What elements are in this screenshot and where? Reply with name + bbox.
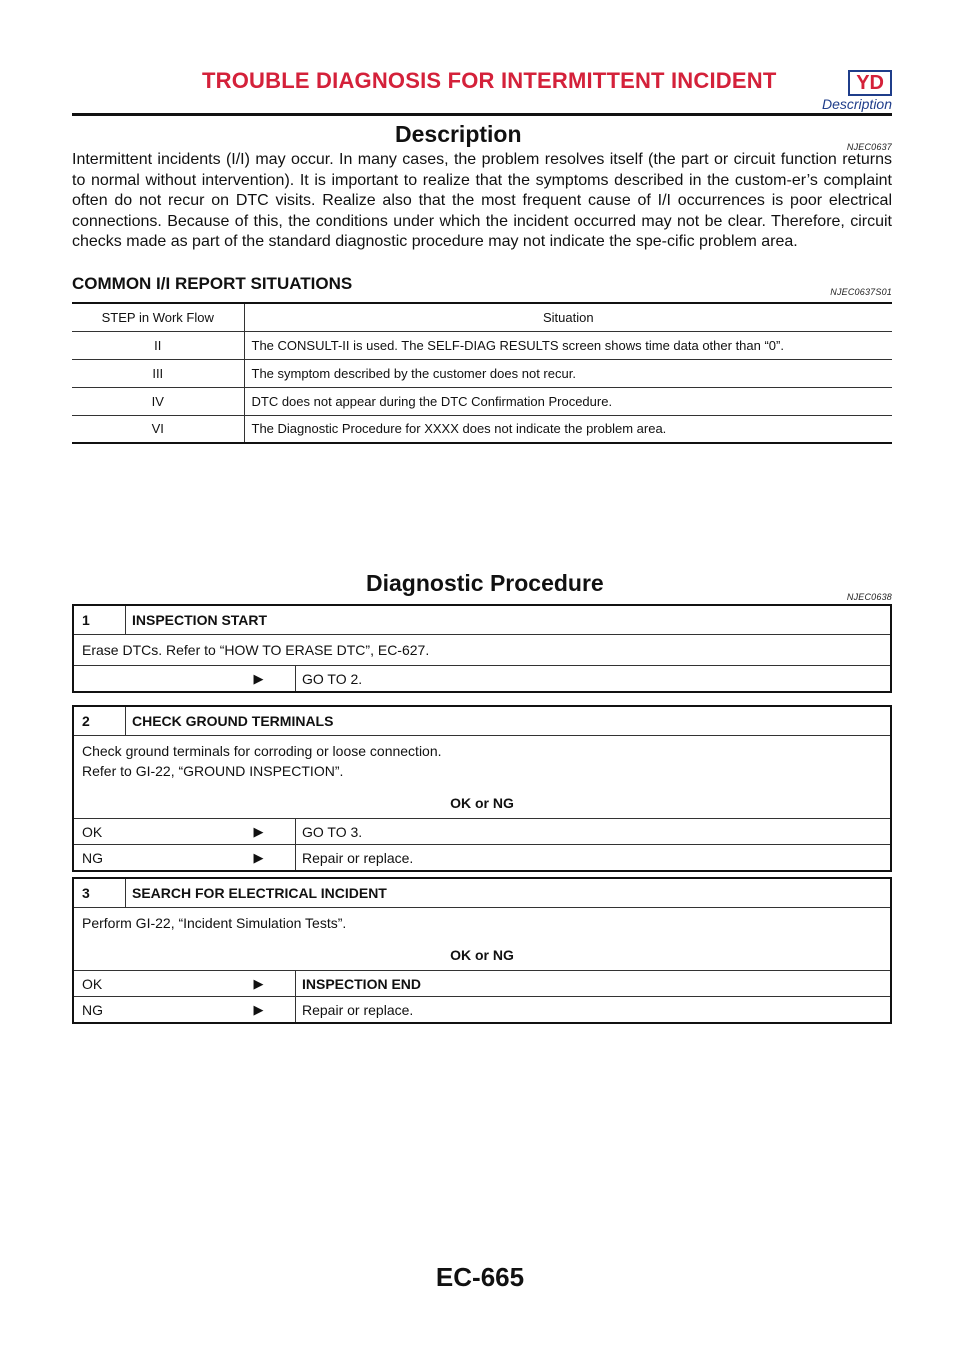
action-text: Repair or replace. xyxy=(302,849,414,866)
step-title: INSPECTION START xyxy=(132,612,268,628)
situations-table xyxy=(72,302,892,444)
action-text: GO TO 2. xyxy=(302,670,363,687)
table-row xyxy=(72,331,892,359)
procedure-ref: NJEC0638 xyxy=(846,592,892,602)
result-label: NG xyxy=(82,849,103,866)
page-header xyxy=(72,66,892,116)
step-body xyxy=(74,907,890,970)
procedure-title: Diagnostic Procedure xyxy=(366,570,604,596)
action-text: INSPECTION END xyxy=(302,975,422,992)
action-text: GO TO 3. xyxy=(302,823,363,840)
step-3-box xyxy=(72,877,892,1024)
arrow-right-icon: ▶ xyxy=(222,971,296,996)
step-action-row xyxy=(74,996,890,1022)
step-cell: III xyxy=(72,359,244,387)
result-label xyxy=(74,666,222,691)
result-label: NG xyxy=(82,1001,103,1018)
table-row xyxy=(72,387,892,415)
situation-cell: The Diagnostic Procedure for XXXX does not indicate the problem area. xyxy=(251,421,667,437)
step-body-line: Check ground terminals for corroding or loose connection. xyxy=(82,743,442,759)
arrow-right-icon: ▶ xyxy=(222,845,296,870)
step-title-row xyxy=(74,606,890,634)
situations-ref: NJEC0637S01 xyxy=(830,287,892,297)
step-title: SEARCH FOR ELECTRICAL INCIDENT xyxy=(132,885,387,901)
situation-cell: DTC does not appear during the DTC Confirmation Procedure. xyxy=(251,393,613,409)
step-body xyxy=(74,634,890,665)
page-number: EC-665 xyxy=(435,1262,525,1292)
step-action-row xyxy=(74,970,890,996)
header-title: TROUBLE DIAGNOSIS FOR INTERMITTENT INCIDENT xyxy=(202,68,777,93)
step-cell: II xyxy=(72,331,244,359)
step-body-line: Refer to GI-22, “GROUND INSPECTION”. xyxy=(82,763,344,779)
col-header-step: STEP in Work Flow xyxy=(72,303,244,331)
situations-title: COMMON I/I REPORT SITUATIONS xyxy=(72,274,353,293)
table-row xyxy=(72,415,892,443)
table-header-row xyxy=(72,303,892,331)
step-action-row xyxy=(74,844,890,870)
step-1-box xyxy=(72,604,892,693)
step-body-line: Erase DTCs. Refer to “HOW TO ERASE DTC”, EC-627. xyxy=(82,642,430,658)
arrow-right-icon: ▶ xyxy=(222,997,296,1022)
result-label: OK xyxy=(82,975,103,992)
description-paragraph: Intermittent incidents (I/I) may occur. In many cases, the problem resolves itself (the part or circuit function returns to normal without intervention). It is important to realize that the symptoms described in the custom-er’s complaint often do not recur on DTC visits. Realize also that the most frequent cause of I/I occurrences is poor electrical connections. Because of this, the conditions under which the incident occurred may not be clear. Therefore, circuit checks made as part of the standard diagnostic procedure may not indicate the spe-cific problem area. xyxy=(72,151,892,251)
situation-cell: The CONSULT-II is used. The SELF-DIAG RESULTS screen shows time data other than “0”. xyxy=(251,337,784,353)
step-title: CHECK GROUND TERMINALS xyxy=(132,713,334,729)
step-title-row xyxy=(74,879,890,907)
step-number: 1 xyxy=(74,606,126,634)
action-text: Repair or replace. xyxy=(302,1001,414,1018)
situation-cell: The symptom described by the customer does not recur. xyxy=(251,365,576,381)
engine-badge: YD xyxy=(848,70,892,96)
step-number: 3 xyxy=(74,879,126,907)
step-cell: VI xyxy=(72,415,244,443)
step-action-row xyxy=(74,665,890,691)
step-body-line: Perform GI-22, “Incident Simulation Tests”. xyxy=(82,915,347,931)
check-label: OK or NG xyxy=(450,795,514,811)
header-subtitle: Description xyxy=(821,96,892,112)
check-label: OK or NG xyxy=(450,947,514,963)
col-header-situation: Situation xyxy=(542,309,594,325)
step-number: 2 xyxy=(74,707,126,735)
table-row xyxy=(72,359,892,387)
result-label: OK xyxy=(82,823,103,840)
step-action-row xyxy=(74,818,890,844)
description-title: Description xyxy=(395,121,522,147)
step-2-box xyxy=(72,705,892,872)
step-title-row xyxy=(74,707,890,735)
arrow-right-icon: ▶ xyxy=(222,666,296,691)
description-ref: NJEC0637 xyxy=(846,142,892,152)
step-cell: IV xyxy=(72,387,244,415)
arrow-right-icon: ▶ xyxy=(222,819,296,844)
step-body xyxy=(74,735,890,818)
